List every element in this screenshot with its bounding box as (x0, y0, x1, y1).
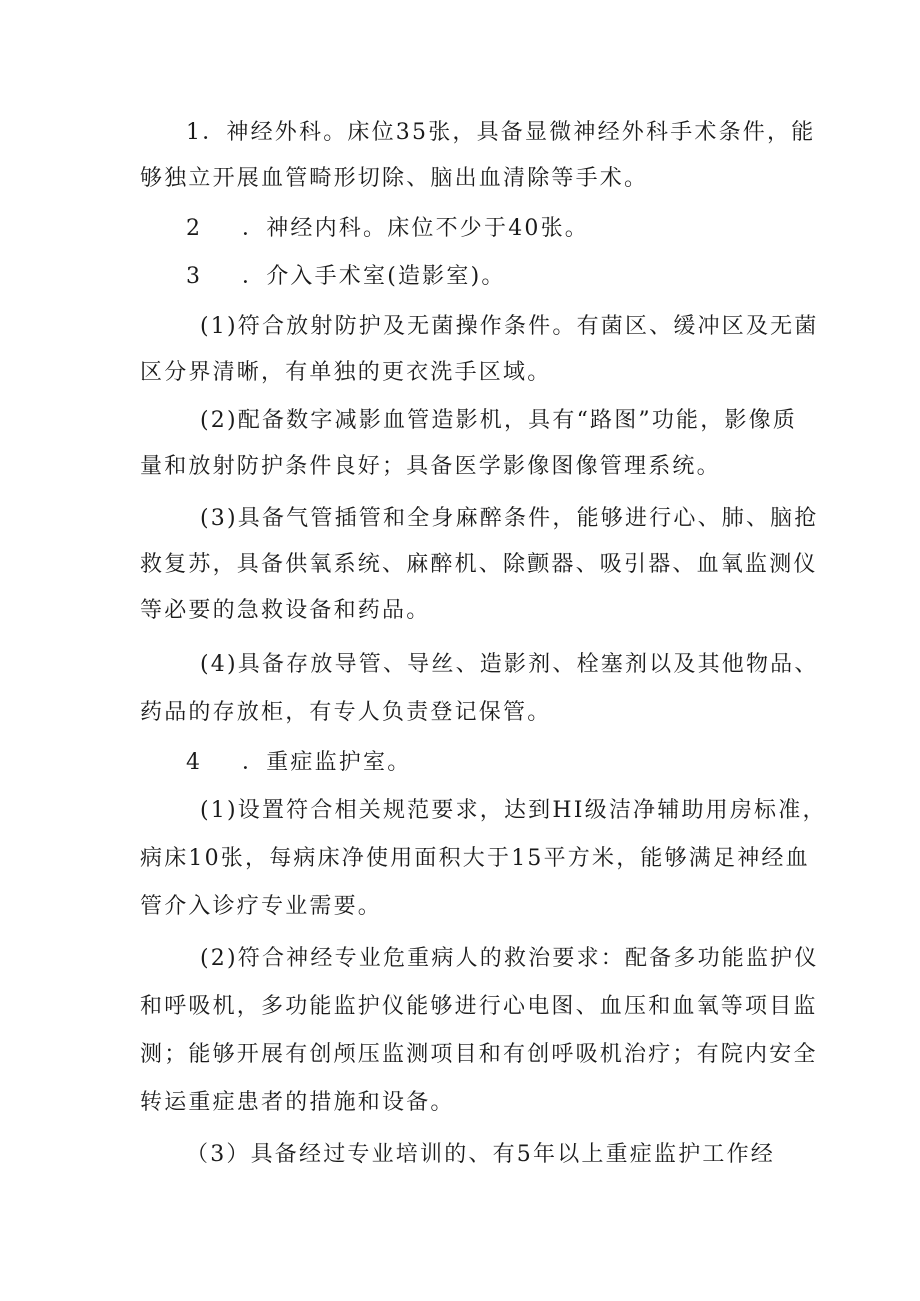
paragraph-line: 量和放射防护条件良好；具备医学影像图像管理系统。 (140, 454, 721, 479)
paragraph-line: (2)配备数字减影血管造影机，具有“路图”功能，影像质 (200, 408, 798, 433)
numbered-heading (186, 748, 411, 778)
item-text: ．重症监护室。 (242, 750, 412, 775)
paragraph-line: (3)具备气管插管和全身麻醉条件，能够进行心、肺、脑抢 (200, 506, 819, 531)
paragraph-line: (1)符合放射防护及无菌操作条件。有菌区、缓冲区及无菌 (200, 314, 819, 339)
item-text: ．神经内科。床位不少于40张。 (242, 216, 589, 241)
paragraph-line: 区分界清晰，有单独的更衣洗手区域。 (140, 360, 552, 385)
paragraph-line: (2)符合神经专业危重病人的救治要求：配备多功能监护仪 (200, 946, 819, 971)
paragraph-line: 药品的存放柜，有专人负责登记保管。 (140, 700, 552, 725)
paragraph-line: 转运重症患者的措施和设备。 (140, 1090, 455, 1115)
paragraph-line: (4)具备存放导管、导丝、造影剂、栓塞剂以及其他物品、 (200, 652, 819, 677)
item-number: 4 (186, 750, 203, 775)
paragraph-line: 测；能够开展有创颅压监测项目和有创呼吸机治疗；有院内安全 (140, 1042, 818, 1067)
paragraph-line: 病床10张，每病床净使用面积大于15平方米，能够满足神经血 (140, 846, 810, 871)
paragraph-line: 等必要的急救设备和药品。 (140, 598, 431, 623)
paragraph-line: 救复苏，具备供氧系统、麻醉机、除颤器、吸引器、血氧监测仪 (140, 552, 818, 577)
item-number: 3 (186, 264, 203, 289)
paragraph-line: 够独立开展血管畸形切除、脑出血清除等手术。 (140, 166, 649, 191)
item-text: ．介入手术室(造影室)。 (242, 264, 506, 289)
item-number: 2 (186, 216, 203, 241)
paragraph-line: (1)设置符合相关规范要求，达到HI级洁净辅助用房标准， (200, 798, 827, 823)
paragraph-line: 管介入诊疗专业需要。 (140, 894, 383, 919)
numbered-heading (186, 262, 506, 292)
numbered-heading (186, 214, 589, 244)
paragraph-line: 1．神经外科。床位35张，具备显微神经外科手术条件，能 (186, 120, 816, 145)
paragraph-line: （3）具备经过专业培训的、有5年以上重症监护工作经 (186, 1142, 775, 1167)
paragraph-line: 和呼吸机，多功能监护仪能够进行心电图、血压和血氧等项目监 (140, 994, 818, 1019)
